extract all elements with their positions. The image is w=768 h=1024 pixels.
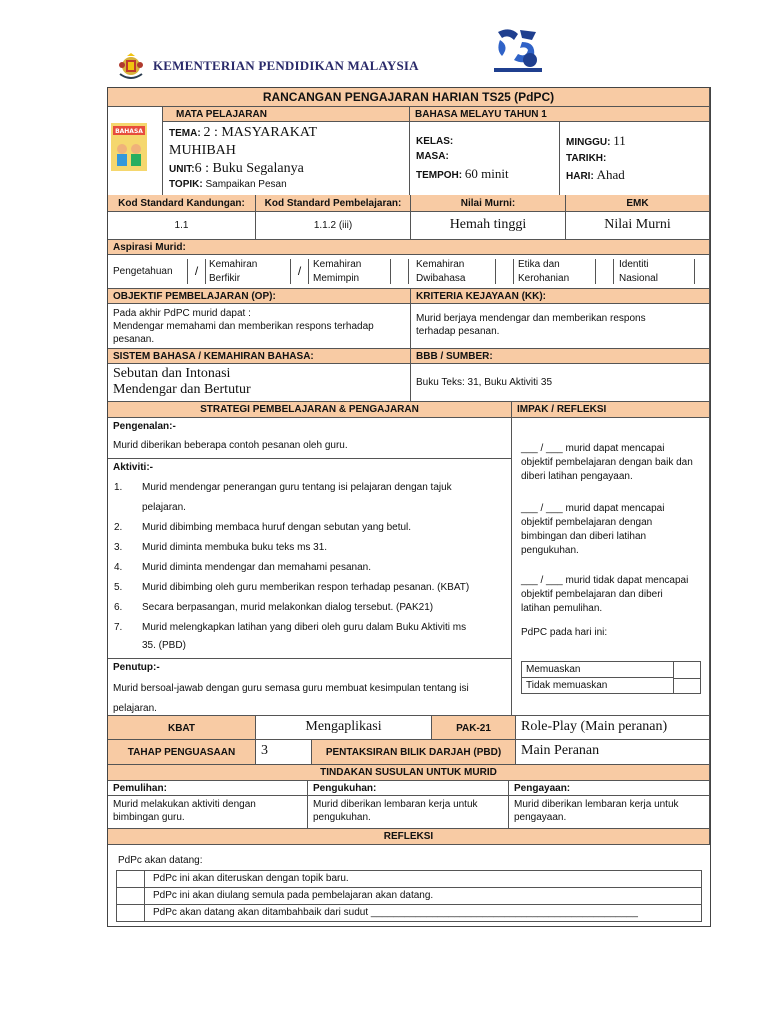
kk-text	[411, 304, 710, 349]
aspirasi-memimpin: Kemahiran Memimpin	[313, 259, 362, 284]
aspirasi-check-pengetahuan[interactable]: /	[187, 259, 206, 284]
bbb-label: BBB / SUMBER:	[411, 349, 710, 364]
pengukuhan-label: Pengukuhan:	[308, 781, 509, 796]
impak-line: diberi latihan pengayaan.	[521, 471, 633, 482]
aspirasi-berfikir: Kemahiran Berfikir	[209, 259, 258, 284]
sistem-value	[108, 364, 411, 402]
book-cover-cell	[108, 107, 163, 208]
aspirasi-pengetahuan: Pengetahuan	[113, 266, 173, 277]
strategi-label: STRATEGI PEMBELAJARAN & PENGAJARAN	[108, 402, 512, 418]
aspirasi-check-berfikir[interactable]: /	[290, 259, 309, 284]
memuaskan-label: Memuaskan	[522, 662, 674, 678]
emk-label: EMK	[566, 195, 710, 212]
refleksi-label: REFLEKSI	[108, 829, 710, 845]
list-item-cont: pelajaran.	[142, 502, 186, 513]
tema-value-cont: MUHIBAH	[169, 143, 236, 158]
tempoh-value: 60 minit	[464, 166, 509, 181]
pengayaan-text	[509, 796, 710, 829]
pengenalan-cell	[108, 418, 512, 459]
tema-value: 2 : MASYARAKAT	[203, 125, 318, 140]
pdpc-hari-ini-label: PdPC pada hari ini:	[521, 627, 608, 638]
sistem-line: Mendengar dan Bertutur	[113, 382, 251, 397]
nilai-label: Nilai Murni:	[411, 195, 566, 212]
malaysia-crest-icon	[116, 52, 146, 82]
kk-label: KRITERIA KEJAYAAN (KK):	[411, 289, 710, 304]
pengukuhan-text	[308, 796, 509, 829]
pengayaan-label: Pengayaan:	[509, 781, 710, 796]
pengukuhan-line: Murid diberikan lembaran kerja untuk	[313, 799, 478, 810]
kbat-label: KBAT	[108, 716, 256, 740]
pbd-value: Main Peranan	[516, 740, 710, 765]
kod-sp-label: Kod Standard Pembelajaran:	[256, 195, 411, 212]
aspirasi-identiti: Identiti Nasional	[619, 259, 658, 284]
aktiviti-cell	[108, 459, 512, 659]
aspirasi-label: Aspirasi Murid:	[108, 240, 710, 255]
impak-line: bimbingan dan diberi latihan	[521, 531, 647, 542]
impak-label: IMPAK / REFLEKSI	[512, 402, 710, 418]
tema-label: TEMA:	[169, 128, 201, 139]
impak-line: pengukuhan.	[521, 545, 579, 556]
list-item-cont: 35. (PBD)	[142, 640, 186, 651]
pengayaan-line: pengayaan.	[514, 812, 567, 823]
susulan-label: TINDAKAN SUSULAN UNTUK MURID	[108, 765, 710, 781]
refleksi-checkbox-1[interactable]	[117, 871, 145, 888]
masa-label: MASA:	[416, 151, 449, 162]
unit-value: 6 : Buku Segalanya	[194, 161, 304, 176]
pengayaan-line: Murid diberikan lembaran kerja untuk	[514, 799, 679, 810]
penutup-line: pelajaran.	[113, 703, 157, 714]
nilai-value: Hemah tinggi	[411, 212, 566, 240]
tempoh-label: TEMPOH:	[416, 170, 463, 181]
sistem-label: SISTEM BAHASA / KEMAHIRAN BAHASA:	[108, 349, 411, 364]
ministry-title: KEMENTERIAN PENDIDIKAN MALAYSIA	[153, 58, 419, 73]
aspirasi-etika: Etika dan Kerohanian	[518, 259, 570, 284]
kk-line: terhadap pesanan.	[416, 326, 500, 337]
aspirasi-row	[108, 255, 710, 289]
penutup-line: Murid bersoal-jawab dengan guru semasa guru membuat kesimpulan tentang isi	[113, 683, 469, 694]
pak21-value: Role-Play (Main peranan)	[516, 716, 710, 740]
penutup-cell	[108, 659, 512, 716]
aspirasi-check-memimpin[interactable]	[390, 259, 409, 284]
kk-line: Murid berjaya mendengar dan memberikan respons	[416, 313, 646, 324]
pdpc-rating-table	[521, 661, 701, 694]
topik-label: TOPIK:	[169, 179, 203, 190]
kelas-label: KELAS:	[416, 136, 454, 147]
pengukuhan-line: pengukuhan.	[313, 812, 371, 823]
penutup-label: Penutup:-	[113, 662, 160, 673]
pengenalan-text: Murid diberikan beberapa contoh pesanan oleh guru.	[113, 440, 348, 451]
op-line: pesanan.	[113, 334, 155, 345]
impak-line: objektif pembelajaran dengan	[521, 517, 653, 528]
pak21-label: PAK-21	[432, 716, 516, 740]
pdpc-akan-datang-label: PdPc akan datang:	[118, 855, 203, 866]
aspirasi-check-dwibahasa[interactable]	[495, 259, 514, 284]
refleksi-options-table	[116, 870, 702, 922]
impak-cell	[512, 418, 710, 716]
kod-sk-value: 1.1	[108, 212, 256, 240]
impak-line: latihan pemulihan.	[521, 603, 603, 614]
tahap-label: TAHAP PENGUASAAN	[108, 740, 256, 765]
minggu-value: 11	[613, 133, 626, 148]
pemulihan-line: bimbingan guru.	[113, 812, 185, 823]
tahap-value: 3	[256, 740, 312, 765]
refleksi-option-1: PdPc ini akan diteruskan dengan topik baru.	[145, 871, 701, 888]
impak-line: objektif pembelajaran dengan baik dan	[521, 457, 693, 468]
impak-line: ___ / ___ murid tidak dapat mencapai	[521, 575, 689, 586]
bbb-value: Buku Teks: 31, Buku Aktiviti 35	[411, 364, 710, 402]
refleksi-option-3: PdPc akan datang akan ditambahbaik dari sudut ________________________________________________	[153, 907, 638, 918]
pemulihan-line: Murid melakukan aktiviti dengan	[113, 799, 256, 810]
op-line: Pada akhir PdPC murid dapat :	[113, 308, 251, 319]
unit-label: UNIT:	[169, 164, 195, 175]
kod-sp-value: 1.1.2 (iii)	[256, 212, 411, 240]
emk-value: Nilai Murni	[566, 212, 710, 240]
memuaskan-checkbox[interactable]	[674, 662, 700, 679]
document-title: RANCANGAN PENGAJARAN HARIAN TS25 (PdPC)	[108, 88, 710, 107]
impak-line: ___ / ___ murid dapat mencapai	[521, 503, 665, 514]
hari-label: HARI:	[566, 171, 594, 182]
pengenalan-label: Pengenalan:-	[113, 421, 176, 432]
aspirasi-dwibahasa: Kemahiran Dwibahasa	[416, 259, 466, 284]
op-line: Mendengar memahami dan memberikan respons terhadap	[113, 321, 374, 332]
rph-table	[107, 87, 711, 927]
topik-value: Sampaikan Pesan	[205, 179, 287, 190]
hari-value: Ahad	[596, 167, 625, 182]
refleksi-checkbox-3[interactable]	[117, 905, 145, 921]
op-label: OBJEKTIF PEMBELAJARAN (OP):	[108, 289, 411, 304]
aspirasi-check-identiti[interactable]	[694, 259, 710, 284]
pemulihan-text	[108, 796, 308, 829]
sistem-line: Sebutan dan Intonasi	[113, 366, 231, 381]
impak-line: ___ / ___ murid dapat mencapai	[521, 443, 665, 454]
kbat-value: Mengaplikasi	[256, 716, 432, 740]
aktiviti-list: 1. Murid mendengar penerangan guru tentang isi pelajaran dengan tajuk pelajaran. 2. Murid dibimbing membaca huruf dengan sebutan yang betul. 3. Murid diminta membuka buku teks ms 31. 4. Murid diminta mendengar dan memahami pesanan. 5. Murid dibimbing oleh guru memberikan respon terhadap pesanan. (KBAT) 6. Secara berpasangan, murid melakonkan dialog tersebut. (PAK21) 7. Murid melengkapkan latihan yang diberi oleh guru dalam Buku Aktiviti ms 35. (PBD)	[114, 482, 470, 651]
refleksi-option-2: PdPc ini akan diulang semula pada pembelajaran akan datang.	[145, 888, 701, 905]
op-text	[108, 304, 411, 349]
book-cover-text: BAHASA	[115, 128, 143, 135]
aktiviti-label: Aktiviti:-	[113, 462, 153, 473]
mata-pelajaran-label: MATA PELAJARAN	[163, 107, 410, 122]
refleksi-checkbox-2[interactable]	[117, 888, 145, 905]
tidak-memuaskan-label: Tidak memuaskan	[522, 678, 674, 694]
tidak-memuaskan-checkbox[interactable]	[674, 678, 700, 694]
impak-line: objektif pembelajaran dan diberi	[521, 589, 663, 600]
textbook-cover-icon	[111, 123, 147, 171]
minggu-label: MINGGU:	[566, 137, 611, 148]
aspirasi-check-etika[interactable]	[595, 259, 614, 284]
pemulihan-label: Pemulihan:	[108, 781, 308, 796]
kod-sk-label: Kod Standard Kandungan:	[108, 195, 256, 212]
ts25-logo-icon	[492, 26, 544, 76]
tarikh-label: TARIKH:	[566, 153, 607, 164]
pbd-label: PENTAKSIRAN BILIK DARJAH (PBD)	[312, 740, 516, 765]
mata-pelajaran-value: BAHASA MELAYU TAHUN 1	[410, 107, 710, 122]
